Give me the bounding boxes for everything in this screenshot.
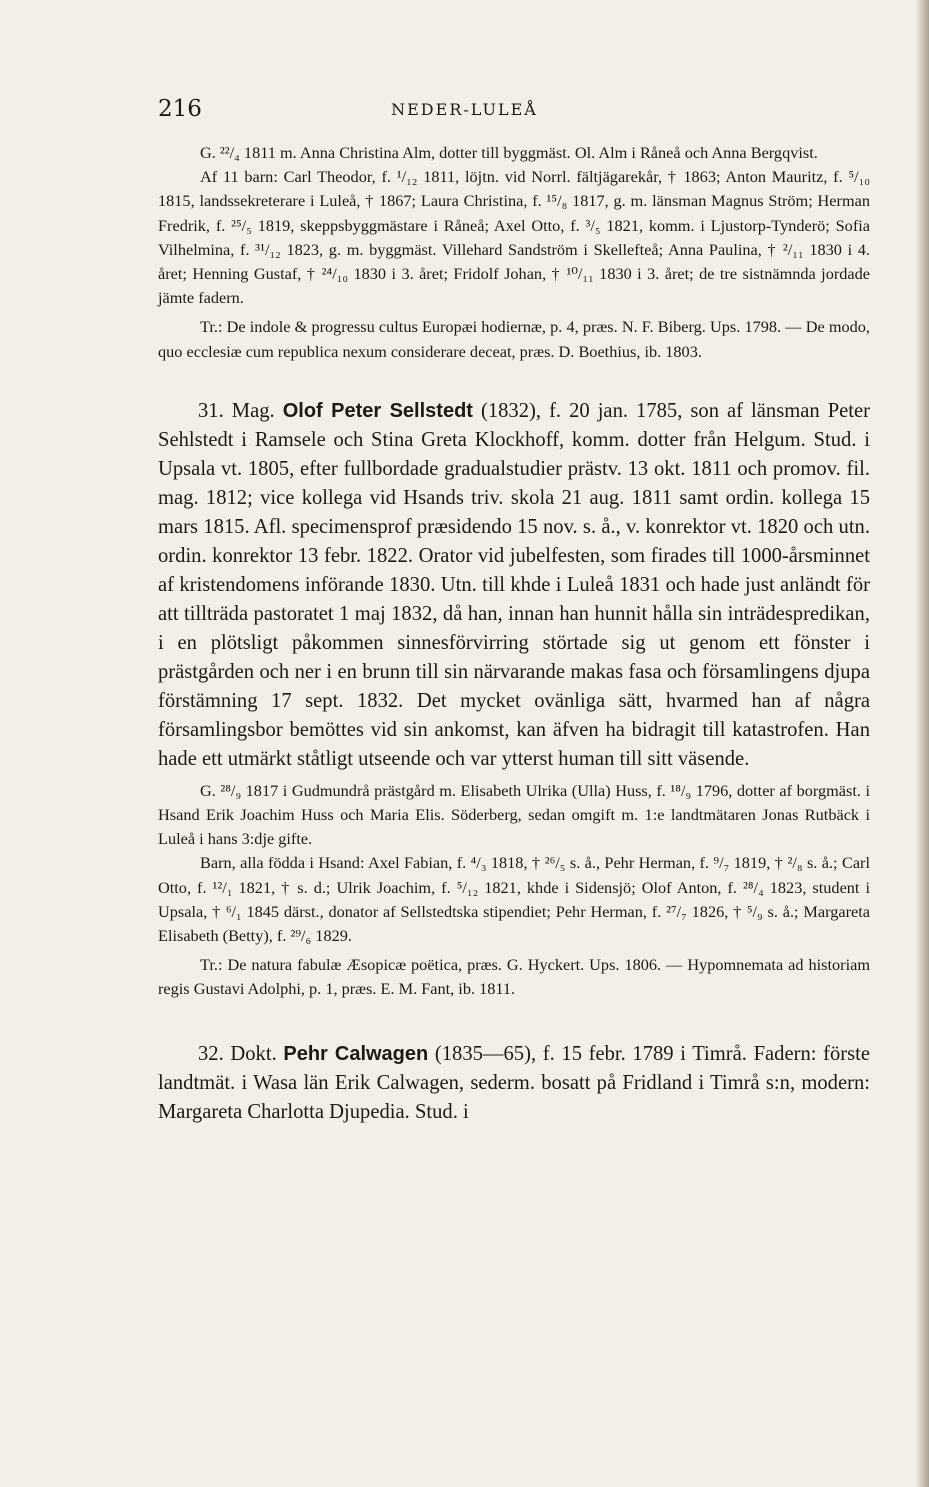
entry-31-marriage: G. ²⁸/₉ 1817 i Gudmundrå prästgård m. Elisabeth Ulrika (Ulla) Huss, f. ¹⁸/₉ 1796, dotter af borgmäst. i Hsand Erik Joachim Huss och Maria Elis. Söderberg, sedan omgift m. 1:e landtmätaren Jonas Rutbäck i Luleå i hans 3:dje gifte. [158,780,870,849]
entry-31-name: Olof Peter Sellstedt [282,399,473,422]
running-head: NEDER-LULEÅ [391,100,538,119]
entry-31-biography [158,397,870,774]
entry-32-text: f. 15 febr. 1789 i Timrå. Fadern: förste landtmät. i Wasa län Erik Calwagen, sederm. bosatt på Fridland i Timrå s:n, modern: Margareta Charlotta Djupedia. Stud. i [158,1042,870,1123]
entry-31-years: (1832), [480,399,542,422]
entry-31-number: 31. [198,399,224,422]
entry-31-text: f. 20 jan. 1785, son af länsman Peter Sehlstedt i Ramsele och Stina Greta Klockhoff, komm. dotter från Helgum. Stud. i Upsala vt. 1805, efter fullbordade gradualstudier prästv. 13 okt. 1811 och promov. fil. mag. 1812; vice kollega vid Hsands triv. skola 21 aug. 1811 samt ordin. kollega 15 mars 1815. Afl. specimensprof præsidendo 15 nov. s. å., v. konrektor vt. 1820 och utn. ordin. konrektor 13 febr. 1822. Orator vid jubelfesten, som firades till 1000-årsminnet af kristendomens införande 1830. Utn. till khde i Luleå 1831 och hade just anländt för att tillträda pastoratet 1 maj 1832, då han, innan han hunnit hålla sin inträdespredikan, i en plötsligt påkommen sinnesförvirring störtade sig ut genom ett fönster i prästgården och ner i en brunn till sin närvarande makas fasa och församlingens djupa förstämning 17 sept. 1832. Det mycket ovänliga sätt, hvarmed han af några församlingsbor bemöttes vid sin ankomst, kan äfven ha bidragit till katastrofen. Han hade ett utmärkt ståtligt utseende och var ytterst human till sitt väsende. [158,399,871,770]
entry-32-name: Pehr Calwagen [283,1042,429,1065]
entry-31 [158,397,870,774]
entry-32-years: (1835—65), [434,1042,537,1065]
entry-31-writings: Tr.: De natura fabulæ Æsopicæ poëtica, præs. G. Hyckert. Ups. 1806. — Hypomnemata ad historiam regis Gustavi Adolphi, p. 1, præs. E. M. Fant, ib. 1811. [158,955,870,999]
entry-30-children: Af 11 barn: Carl Theodor, f. ¹/₁₂ 1811, löjtn. vid Norrl. fältjägarekår, † 1863; Anton Mauritz, f. ⁵/₁₀ 1815, landssekreterare i Luleå, † 1867; Laura Christina, f. ¹⁵/₈ 1817, g. m. länsman Magnus Ström; Herman Fredrik, f. ²⁵/₅ 1819, skeppsbyggmästare i Råneå; Axel Otto, f. ³/₅ 1821, komm. i Ljustorp-Tynderö; Sofia Vilhelmina, f. ³¹/₁₂ 1823, g. m. byggmäst. Villehard Sandström i Skellefteå; Anna Paulina, † ²/₁₁ 1830 i 4. året; Henning Gustaf, † ²⁴/₁₀ 1830 i 3. året; Fridolf Johan, † ¹⁰/₁₁ 1830 i 3. året; de tre sistnämnda jordade jämte fadern. [158,167,870,308]
entry-32 [158,1040,870,1127]
entry-30-marriage: G. ²²/₄ 1811 m. Anna Christina Alm, dotter till byggmäst. Ol. Alm i Råneå och Anna Bergqvist. [200,143,818,162]
page-header [0,96,929,126]
entry-32-title: Dokt. [230,1042,277,1065]
entry-31-children: Barn, alla födda i Hsand: Axel Fabian, f. ⁴/₃ 1818, † ²⁶/₅ s. å., Pehr Herman, f. ⁹/₇ 1819, † ²/₈ s. å.; Carl Otto, f. ¹²/₁ 1821, † s. d.; Ulrik Joachim, f. ⁵/₁₂ 1821, khde i Sidensjö; Olof Anton, f. ²⁸/₄ 1823, student i Upsala, † ⁶/₁ 1845 därst., donator af Sellstedtska stipendiet; Pehr Herman, f. ²⁷/₇ 1826, † ⁵/₉ s. å.; Margareta Elisabeth (Betty), f. ²⁹/₆ 1829. [158,853,870,946]
entry-31-family [158,779,870,1002]
page-number: 216 [158,96,202,122]
entry-31-title: Mag. [231,399,275,422]
entry-30-writings: Tr.: De indole & progressu cultus Europæi hodiernæ, p. 4, præs. N. F. Biberg. Ups. 1798. — De modo, quo ecclesiæ cum republica nexum considerare deceat, præs. D. Boethius, ib. 1803. [158,317,870,361]
entry-30-tail [158,141,870,364]
page-spine-shadow [915,0,929,1487]
entry-32-biography [158,1040,870,1127]
entry-32-number: 32. [198,1042,224,1065]
page-body [158,141,870,1127]
